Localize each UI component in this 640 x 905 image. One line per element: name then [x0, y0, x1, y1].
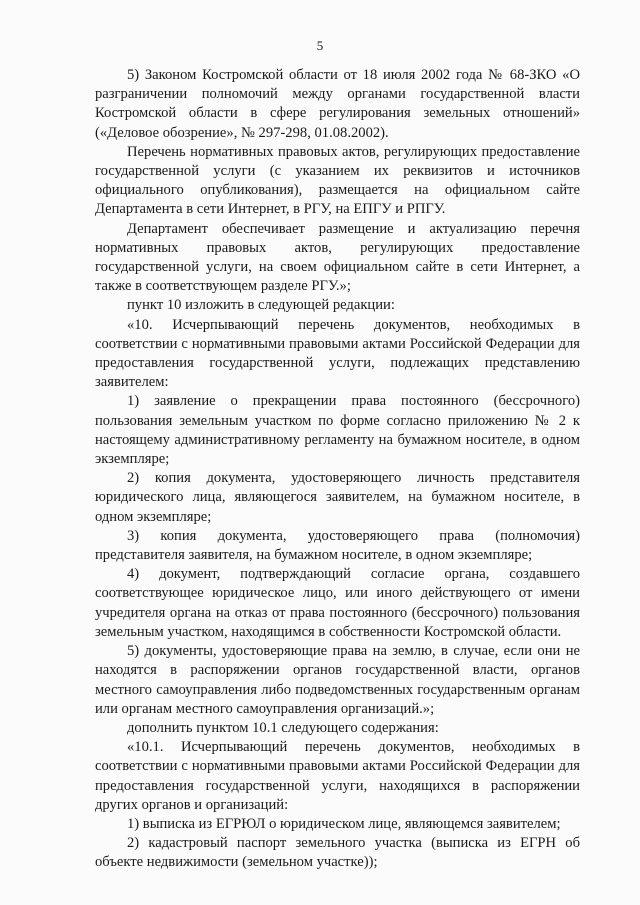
list-item-authority-copy: 3) копия документа, удостоверяющего права (полномочия) представителя заявителя, на бумажном носителе, в одном экземпляре;: [95, 527, 580, 564]
document-body: [95, 66, 580, 873]
page-number: 5: [316, 38, 324, 53]
list-item-identity-copy: 2) копия документа, удостоверяющего личность представителя юридического лица, являющегося заявителем, на бумажном носителе, в одном экземпляре;: [95, 470, 580, 525]
paragraph-acts-list-placement: Перечень нормативных правовых актов, регулирующих предоставление государственной услуги (с указанием их реквизитов и источников официального опубликования), размещается на официальном сайте Департамента в сети Интернет, в РГУ, на ЕПГУ и РПГУ.: [95, 143, 580, 218]
paragraph-point-10-1-intro: «10.1. Исчерпывающий перечень документов, необходимых в соответствии с нормативными правовыми актами Российской Федерации для предоставления государственной услуги, находящихся в распоряжении других органов и организаций:: [95, 739, 580, 813]
paragraph-amend-point-10: пункт 10 изложить в следующей редакции:: [127, 297, 395, 314]
paragraph-add-point-10-1: дополнить пунктом 10.1 следующего содержания:: [127, 719, 439, 736]
list-item-egrul-extract: 1) выписка из ЕГРЮЛ о юридическом лице, являющемся заявителем;: [127, 815, 561, 832]
list-item-land-rights: 5) документы, удостоверяющие права на землю, в случае, если они не находятся в распоряжении органов государственной власти, органов местного самоуправления либо подведомственных государственным органам или органам местного самоуправления организаций.»;: [95, 643, 580, 717]
list-item-consent-document: 4) документ, подтверждающий согласие органа, создавшего соответствующее юридическое лицо, или иного действующего от имени учредителя органа на отказ от права постоянного (бессрочного) пользования земельным участком, находящимся в собственности Костромской области.: [95, 566, 580, 640]
list-item-cadastral-passport: 2) кадастровый паспорт земельного участка (выписка из ЕГРН об объекте недвижимости (земельном участке));: [95, 835, 580, 871]
list-item-application: 1) заявление о прекращении права постоянного (бессрочного) пользования земельным участком по форме согласно приложению № 2 к настоящему административному регламенту на бумажном носителе, в одном экземпляре;: [95, 393, 580, 468]
paragraph-department-duties: Департамент обеспечивает размещение и актуализацию перечня нормативных правовых актов, регулирующих предоставление государственной услуги, на своем официальном сайте в сети Интернет, а также в соответствующем разделе РГУ.»;: [95, 220, 580, 295]
paragraph-point-10-intro: «10. Исчерпывающий перечень документов, необходимых в соответствии с нормативными правовыми актами Российской Федерации для предоставления государственной услуги, подлежащих представлению заявителем:: [95, 316, 580, 391]
paragraph-law-item-5: 5) Законом Костромской области от 18 июля 2002 года № 68-ЗКО «О разграничении полномочий между органами государственной власти Костромской области в сфере регулирования земельных отношений» («Деловое обозрение», № 297-298, 01.08.2002).: [95, 67, 580, 141]
